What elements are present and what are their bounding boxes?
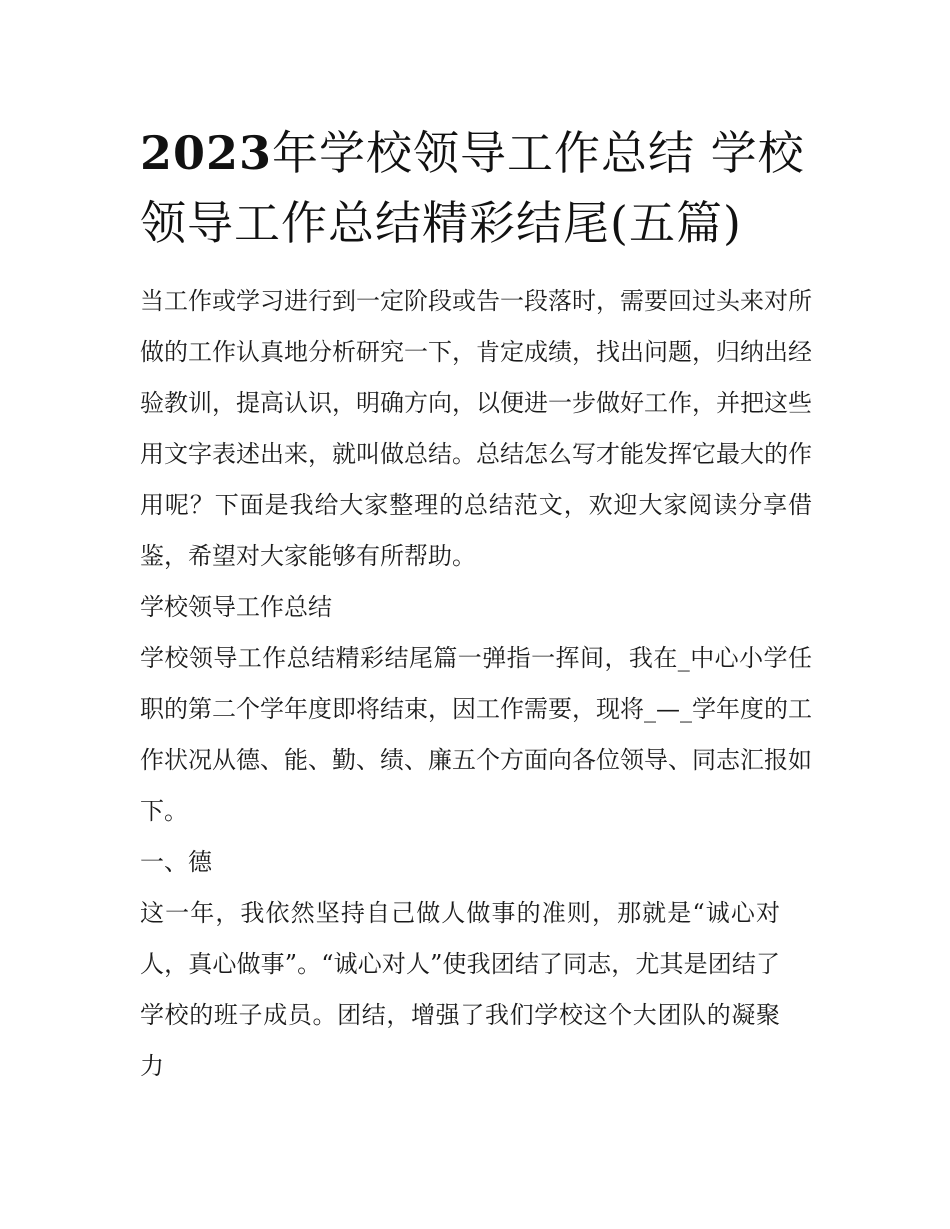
document-body (140, 276, 812, 1092)
title-text: 年学校领导工作总结 学校领导工作总结精彩结尾(五篇) (140, 126, 805, 250)
paragraph-de: 这一年，我依然坚持自己做人做事的准则，那就是“诚心对人，真心做事”。“诚心对人”使我团结了同志，尤其是团结了学校的班子成员。团结，增强了我们学校这个大团队的凝聚力 (140, 899, 780, 1080)
paragraph-part-one: 学校领导工作总结精彩结尾篇一弹指一挥间，我在_中心小学任职的第二个学年度即将结束，因工作需要，现将_—_学年度的工作状况从德、能、勤、绩、廉五个方面向各位领导、同志汇报如下。 (140, 644, 812, 825)
section-heading: 学校领导工作总结 (140, 593, 332, 621)
document-content (140, 118, 812, 1092)
subsection-heading-de: 一、德 (140, 848, 212, 876)
document-title (140, 118, 812, 258)
intro-paragraph: 当工作或学习进行到一定阶段或告一段落时，需要回过头来对所做的工作认真地分析研究一下，肯定成绩，找出问题，归纳出经验教训，提高认识，明确方向，以便进一步做好工作，并把这些用文字表述出来，就叫做总结。总结怎么写才能发挥它最大的作用呢？下面是我给大家整理的总结范文，欢迎大家阅读分享借鉴，希望对大家能够有所帮助。 (140, 287, 812, 570)
title-year: 2023 (140, 126, 273, 180)
